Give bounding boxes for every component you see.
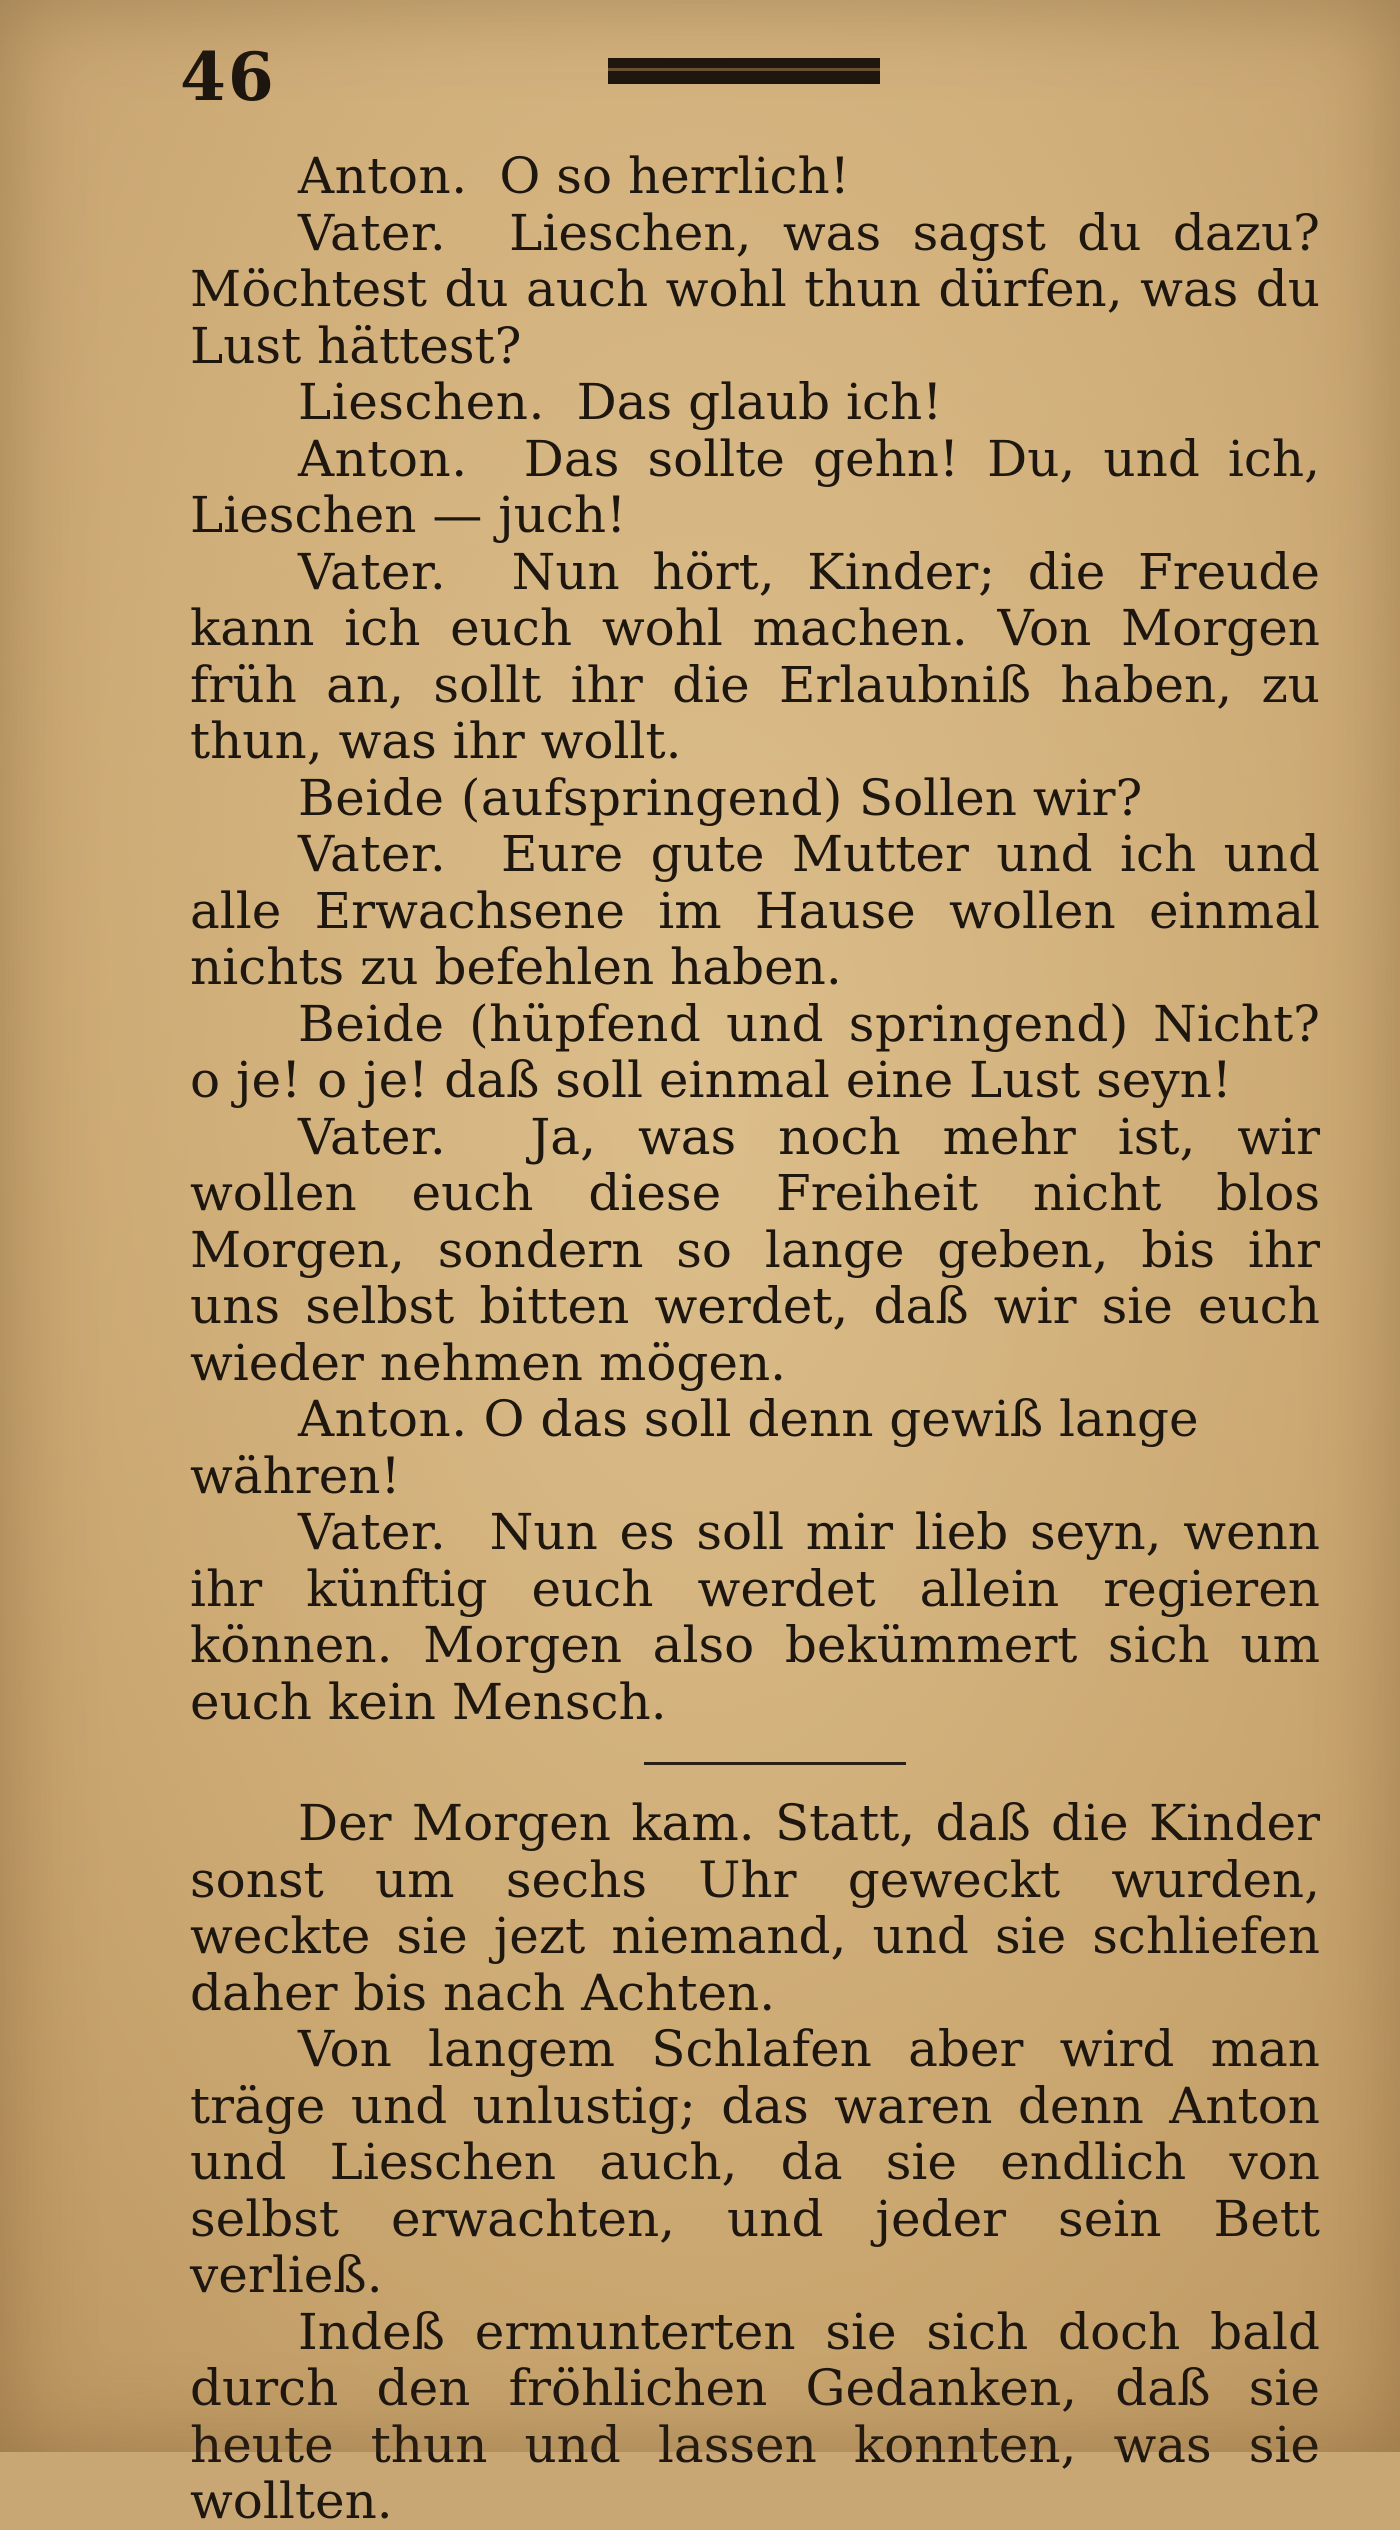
dialogue-line	[190, 770, 1320, 827]
page-number: 46	[180, 38, 276, 116]
narrative-paragraph: Von langem Schlafen aber wird man träge und unlustig; das waren denn Anton und Lieschen auch, da sie endlich von selbst erwachten, und jeder sein Bett verließ.	[190, 2020, 1320, 2304]
dialogue-line	[190, 205, 1320, 375]
dialogue-text: Nun hört, Kinder; die Freude kann ich euch wohl machen. Von Morgen früh an, sollt ihr die Erlaubniß haben, zu thun, was ihr wollt.	[190, 542, 1320, 770]
dialogue-text: Lieschen, was sagst du dazu? Möchtest du auch wohl thun dürfen, was du Lust hättest?	[190, 203, 1320, 375]
dialogue-line	[190, 826, 1320, 996]
dialogue-line	[190, 431, 1320, 544]
speaker-name: Beide (hüpfend und springend)	[298, 994, 1129, 1053]
dialogue-text: Nicht? o je! o je! daß soll einmal eine Lust seyn!	[190, 994, 1320, 1109]
dialogue-line	[190, 1109, 1320, 1392]
page-text	[190, 148, 1320, 2530]
narrative-paragraph: Der Morgen kam. Statt, daß die Kinder sonst um sechs Uhr geweckt wurden, weckte sie jezt niemand, und sie schliefen daher bis nach Achten.	[190, 1794, 1320, 2022]
dialogue-line	[190, 1504, 1320, 1730]
speaker-name: Anton.	[298, 1390, 468, 1448]
speaker-name: Vater.	[298, 1503, 447, 1561]
dialogue-text: O so herrlich!	[499, 147, 850, 205]
dialogue-line	[190, 1391, 1320, 1504]
dialogue-text: Das sollte gehn! Du, und ich, Lieschen — juch!	[190, 429, 1320, 544]
dialogue-line	[190, 544, 1320, 770]
speaker-name: Lieschen.	[298, 373, 545, 431]
narrative-paragraph: Indeß ermunterten sie sich doch bald durch den fröhlichen Gedanken, daß sie heute thun und lassen konnten, was sie wollten.	[190, 2302, 1320, 2530]
dialogue-text: O das soll denn gewiß lange währen!	[190, 1390, 1199, 1505]
speaker-name: Vater.	[298, 825, 447, 883]
dialogue-text: Nun es soll mir lieb seyn, wenn ihr künftig euch werdet allein regieren können. Morgen also bekümmert sich um euch kein Mensch.	[190, 1503, 1320, 1731]
dialogue-line	[190, 374, 1320, 431]
dialogue-line	[190, 996, 1320, 1109]
dialogue-text: Ja, was noch mehr ist, wir wollen euch diese Freiheit nicht blos Morgen, sondern so lange geben, bis ihr uns selbst bitten werdet, daß wir sie euch wieder nehmen mögen.	[190, 1107, 1320, 1392]
speaker-name: Vater.	[298, 203, 447, 262]
speaker-name: Anton.	[298, 147, 468, 205]
dialogue-line	[190, 148, 1320, 205]
dialogue-text: Das glaub ich!	[576, 373, 943, 431]
section-divider	[644, 1762, 906, 1765]
speaker-name: Vater.	[298, 1107, 447, 1166]
header-ornament-rule	[608, 58, 880, 84]
dialogue-text: Eure gute Mutter und ich und alle Erwachsene im Hause wollen einmal nichts zu befehlen haben.	[190, 825, 1320, 996]
speaker-name: Vater.	[298, 542, 447, 601]
speaker-name: Anton.	[298, 429, 468, 488]
speaker-name: Beide (aufspringend)	[298, 768, 843, 827]
dialogue-text: Sollen wir?	[858, 768, 1143, 827]
